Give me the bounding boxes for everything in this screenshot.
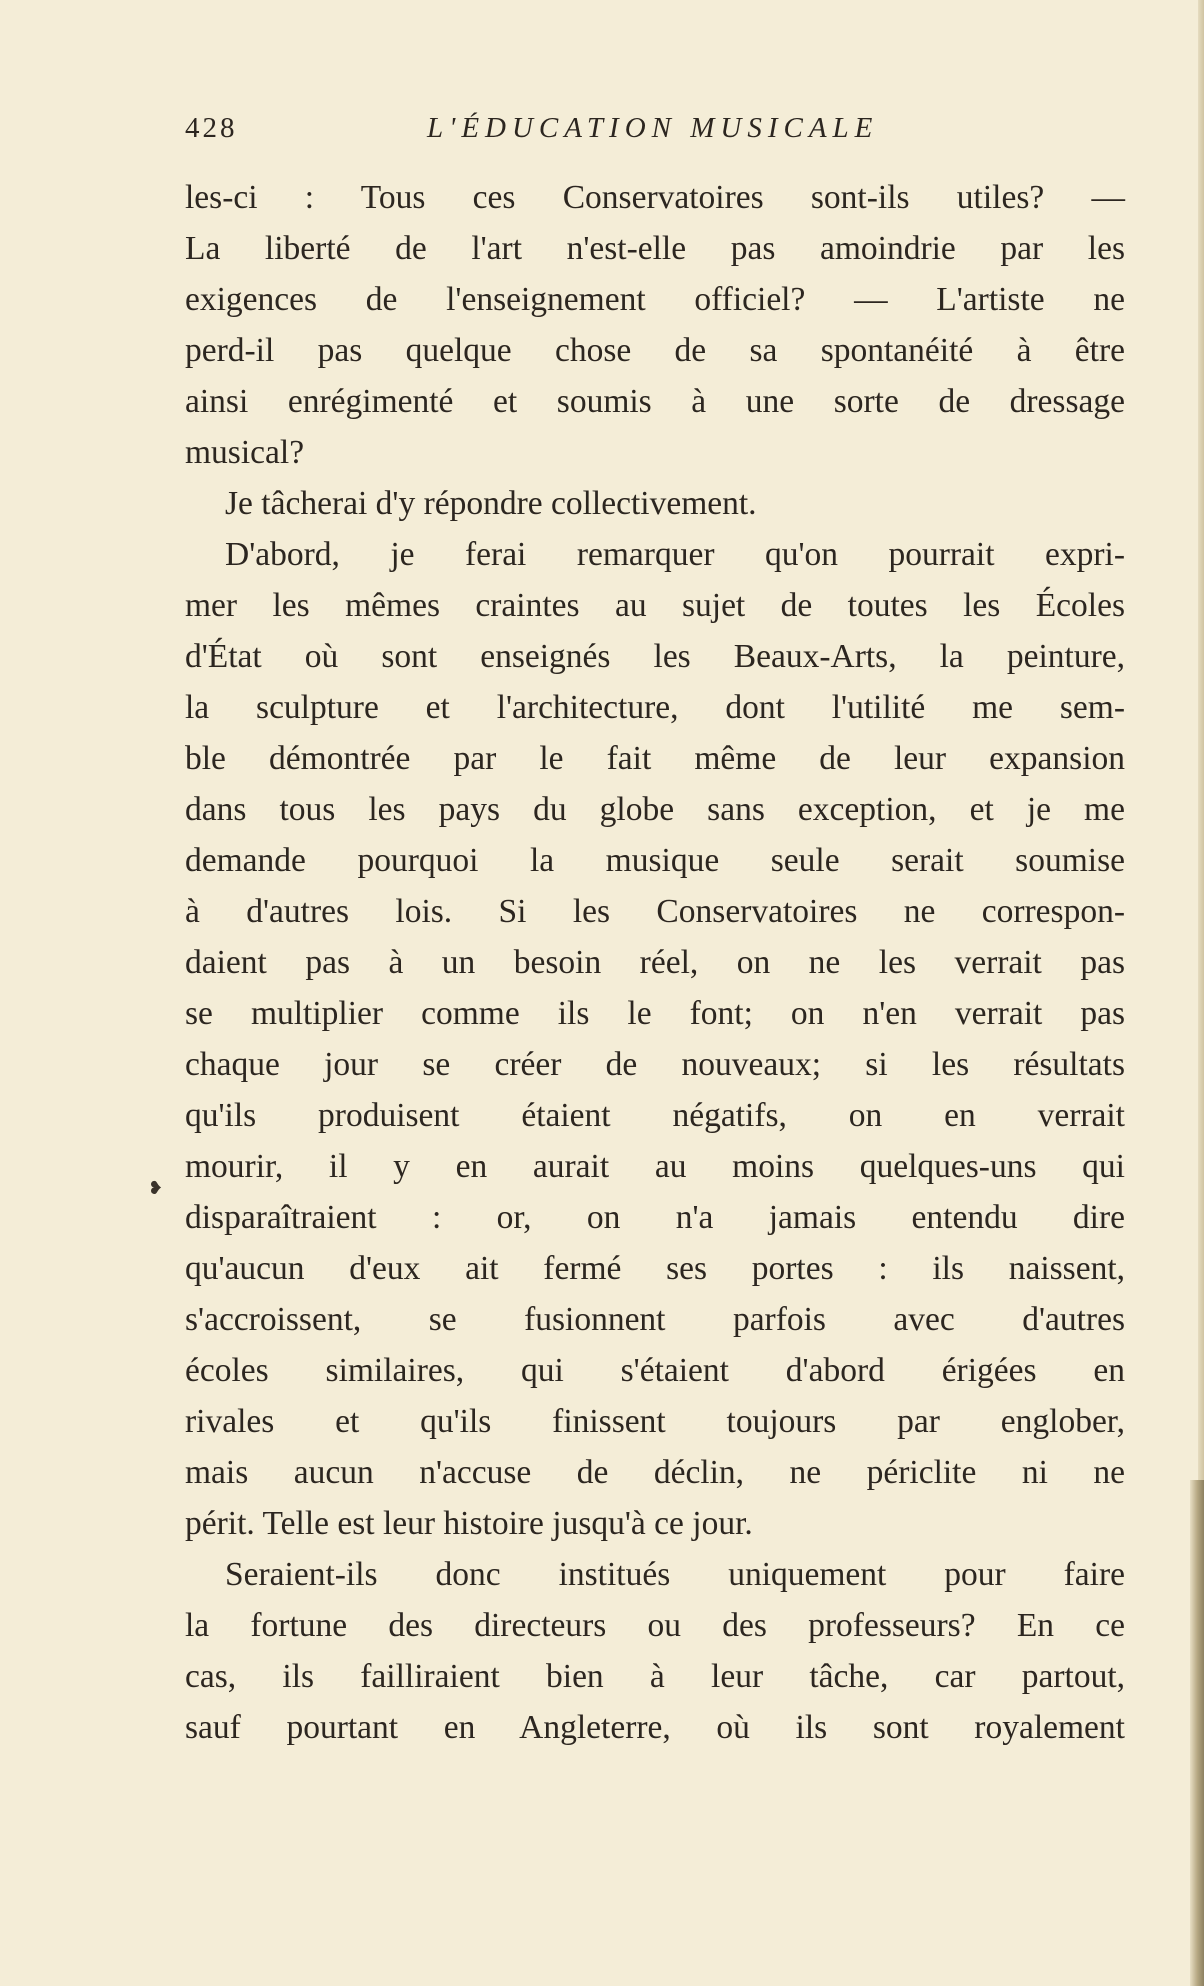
text-line: musical? [185, 434, 305, 471]
text-line: mourir, il y en aurait au moins quelques-uns qui [185, 1148, 1125, 1185]
text-line: écoles similaires, qui s'étaient d'abord érigées en [185, 1352, 1125, 1389]
paragraph-first-line: Seraient-ils donc institués uniquement pour faire [225, 1556, 1125, 1593]
text-line: qu'aucun d'eux ait fermé ses portes : ils naissent, [185, 1250, 1125, 1287]
text-line: sauf pourtant en Angleterre, où ils sont royalement [185, 1709, 1125, 1746]
text-line: exigences de l'enseignement officiel? — L'artiste ne [185, 281, 1125, 318]
page-edge-shadow [1190, 1480, 1204, 1986]
text-line: la fortune des directeurs ou des professeurs? En ce [185, 1607, 1125, 1644]
text-line: mais aucun n'accuse de déclin, ne périclite ni ne [185, 1454, 1125, 1491]
text-line: cas, ils failliraient bien à leur tâche, car partout, [185, 1658, 1125, 1695]
text-line: les-ci : Tous ces Conservatoires sont-ils utiles? — [185, 179, 1125, 216]
text-line: demande pourquoi la musique seule serait soumise [185, 842, 1125, 879]
text-line: daient pas à un besoin réel, on ne les verrait pas [185, 944, 1125, 981]
paragraph-first-line: D'abord, je ferai remarquer qu'on pourrait expri- [225, 536, 1125, 573]
paragraph-first-line: Je tâcherai d'y répondre collectivement. [225, 485, 757, 522]
text-line: mer les mêmes craintes au sujet de toutes les Écoles [185, 587, 1125, 624]
text-line: perd-il pas quelque chose de sa spontanéité à être [185, 332, 1125, 369]
text-line: rivales et qu'ils finissent toujours par englober, [185, 1403, 1125, 1440]
text-line: disparaîtraient : or, on n'a jamais entendu dire [185, 1199, 1125, 1236]
running-title: L'ÉDUCATION MUSICALE [427, 112, 879, 144]
text-line: à d'autres lois. Si les Conservatoires ne correspon- [185, 893, 1125, 930]
body-text [185, 172, 1125, 1753]
text-line: chaque jour se créer de nouveaux; si les résultats [185, 1046, 1125, 1083]
text-line: La liberté de l'art n'est-elle pas amoindrie par les [185, 230, 1125, 267]
text-line: se multiplier comme ils le font; on n'en verrait pas [185, 995, 1125, 1032]
margin-ornament-icon: ❥ [148, 1178, 164, 1198]
text-line: d'État où sont enseignés les Beaux-Arts, la peinture, [185, 638, 1125, 675]
text-line: ainsi enrégimenté et soumis à une sorte de dressage [185, 383, 1125, 420]
page-header [185, 112, 1125, 152]
page-number: 428 [185, 112, 238, 144]
text-line: s'accroissent, se fusionnent parfois avec d'autres [185, 1301, 1125, 1338]
text-line: dans tous les pays du globe sans exception, et je me [185, 791, 1125, 828]
text-line: périt. Telle est leur histoire jusqu'à ce jour. [185, 1505, 753, 1542]
text-line: la sculpture et l'architecture, dont l'utilité me sem- [185, 689, 1125, 726]
text-line: qu'ils produisent étaient négatifs, on en verrait [185, 1097, 1125, 1134]
text-line: ble démontrée par le fait même de leur expansion [185, 740, 1125, 777]
